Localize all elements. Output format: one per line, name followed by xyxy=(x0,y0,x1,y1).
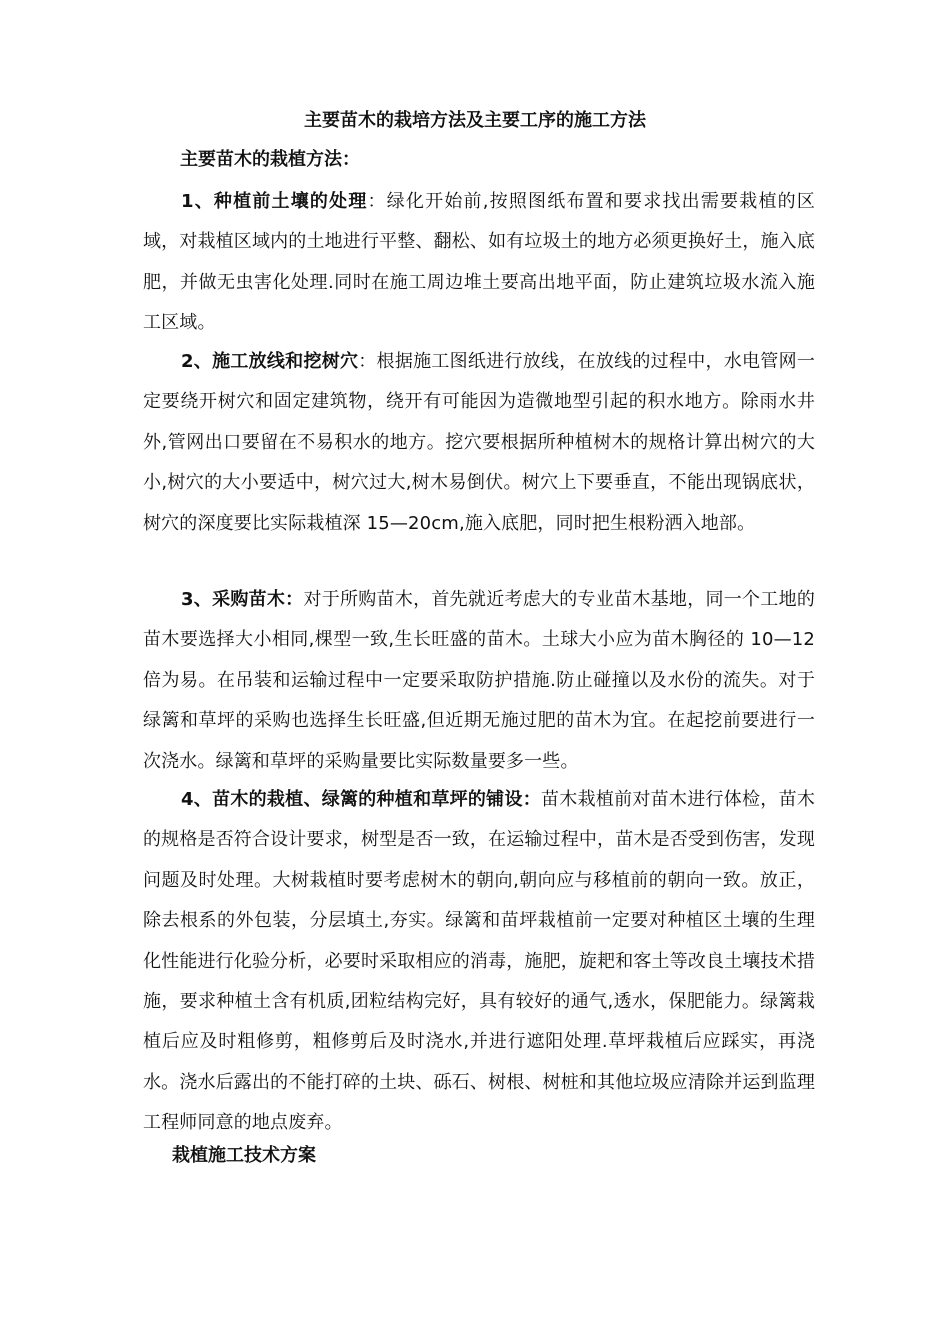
paragraph-lead: 2、施工放线和挖树穴 xyxy=(181,351,359,372)
paragraph-lead: 3、采购苗木： xyxy=(181,589,304,610)
paragraph-layout-and-digging xyxy=(143,342,815,544)
section-heading: 主要苗木的栽植方法： xyxy=(180,149,360,170)
paragraph-lead: 4、苗木的栽植、绿篱的种植和草坪的铺设： xyxy=(181,789,542,810)
paragraph-body: 对于所购苗木，首先就近考虑大的专业苗木基地，同一个工地的苗木要选择大小相同,棵型一致,生长旺盛的苗木。土球大小应为苗木胸径的 10—12 倍为易。在吊装和运输过程中一定要采取防护措施.防止碰撞以及水份的流失。对于绿篱和草坪的采购也选择生长旺盛,但近期无施过肥的苗木为宜。在起挖前要进行一次浇水。绿篱和草坪的采购量要比实际数量要多一些。 xyxy=(143,589,816,772)
document-title: 主要苗木的栽培方法及主要工序的施工方法 xyxy=(304,110,646,131)
paragraph-soil-treatment xyxy=(143,182,815,344)
paragraph-body: ：根据施工图纸进行放线，在放线的过程中，水电管网一定要绕开树穴和固定建筑物，绕开有可能因为造微地型引起的积水地方。除雨水井外,管网出口要留在不易积水的地方。挖穴要根据所种植树木的规格计算出树穴的大小,树穴的大小要适中，树穴过大,树木易倒伏。树穴上下要垂直，不能出现锅底状，树穴的深度要比实际栽植深 15—20cm,施入底肥，同时把生根粉洒入地部。 xyxy=(143,351,815,534)
paragraph-body: ：绿化开始前,按照图纸布置和要求找出需要栽植的区域，对栽植区域内的土地进行平整、翻松、如有垃圾土的地方必须更换好土，施入底肥，并做无虫害化处理.同时在施工周边堆土要高出地平面，防止建筑垃圾水流入施工区域。 xyxy=(143,191,815,334)
paragraph-purchasing xyxy=(143,580,815,782)
paragraph-planting xyxy=(143,780,815,1144)
sub-heading: 栽植施工技术方案 xyxy=(172,1145,316,1166)
paragraph-lead: 1、种植前土壤的处理 xyxy=(181,191,368,212)
paragraph-body: 苗木栽植前对苗木进行体检，苗木的规格是否符合设计要求，树型是否一致，在运输过程中，苗木是否受到伤害，发现问题及时处理。大树栽植时要考虑树木的朝向,朝向应与移植前的朝向一致。放正，除去根系的外包装，分层填土,夯实。绿篱和苗坪栽植前一定要对种植区土壤的生理化性能进行化验分析，必要时采取相应的消毒，施肥，旋耙和客土等改良土壤技术措施，要求种植土含有机质,团粒结构完好，具有较好的通气,透水，保肥能力。绿篱栽植后应及时粗修剪，粗修剪后及时浇水,并进行遮阳处理.草坪栽植后应踩实，再浇水。浇水后露出的不能打碎的土块、砾石、树根、树桩和其他垃圾应清除并运到监理工程师同意的地点废弃。 xyxy=(143,789,816,1134)
